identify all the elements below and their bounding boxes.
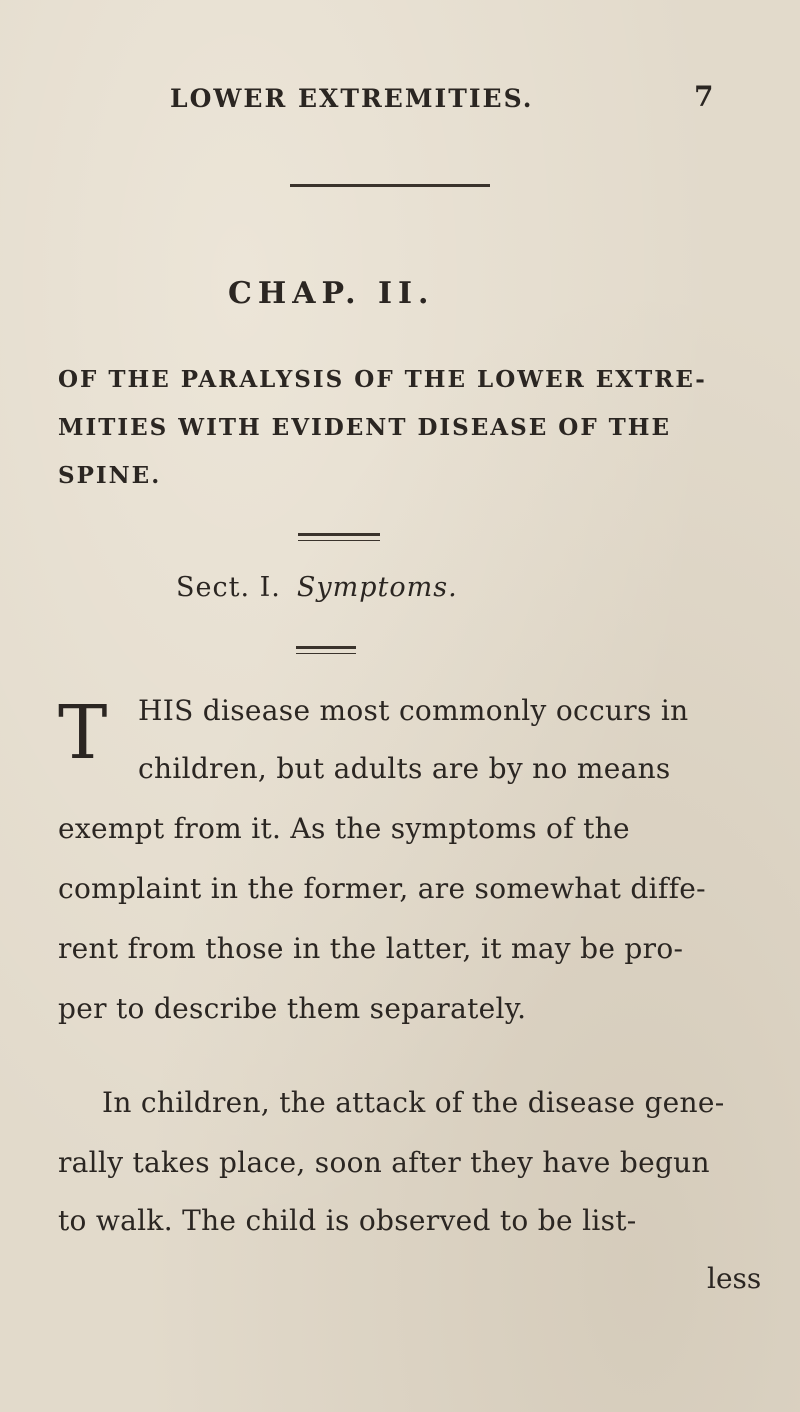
- chapter-title-line-1: OF THE PARALYSIS OF THE LOWER EXTRE-: [58, 366, 707, 393]
- paragraph-1-line-5: rent from those in the latter, it may be pro-: [58, 932, 684, 965]
- running-head: LOWER EXTREMITIES.: [170, 84, 534, 113]
- title-rule-thin: [298, 540, 380, 541]
- section-label: Sect. I.: [176, 572, 281, 603]
- page-number: 7: [694, 80, 714, 113]
- paragraph-2-line-1: In children, the attack of the disease gene-: [102, 1086, 725, 1119]
- chapter-title-line-2: MITIES WITH EVIDENT DISEASE OF THE: [58, 414, 672, 441]
- section-heading: [176, 572, 458, 603]
- section-rule-thin: [296, 653, 356, 654]
- paragraph-1-line-2: children, but adults are by no means: [138, 752, 671, 785]
- section-title: Symptoms.: [296, 572, 458, 603]
- catchword: less: [707, 1262, 762, 1295]
- chapter-heading: CHAP. II.: [228, 276, 435, 311]
- drop-cap: T: [58, 690, 108, 776]
- paragraph-1-line-6: per to describe them separately.: [58, 992, 527, 1025]
- header-rule: [290, 184, 490, 187]
- paragraph-1-line-1: HIS disease most commonly occurs in: [138, 694, 689, 727]
- section-rule: [296, 646, 356, 649]
- paragraph-2-line-2-visible: rally takes place, soon after they have begun: [58, 1146, 710, 1179]
- paragraph-1-line-3: exempt from it. As the symptoms of the: [58, 812, 630, 845]
- title-rule: [298, 533, 380, 536]
- chapter-title-line-3: SPINE.: [58, 462, 162, 489]
- paragraph-2-line-3: to walk. The child is observed to be list-: [58, 1204, 637, 1237]
- paragraph-1-line-4: complaint in the former, are somewhat diffe-: [58, 872, 706, 905]
